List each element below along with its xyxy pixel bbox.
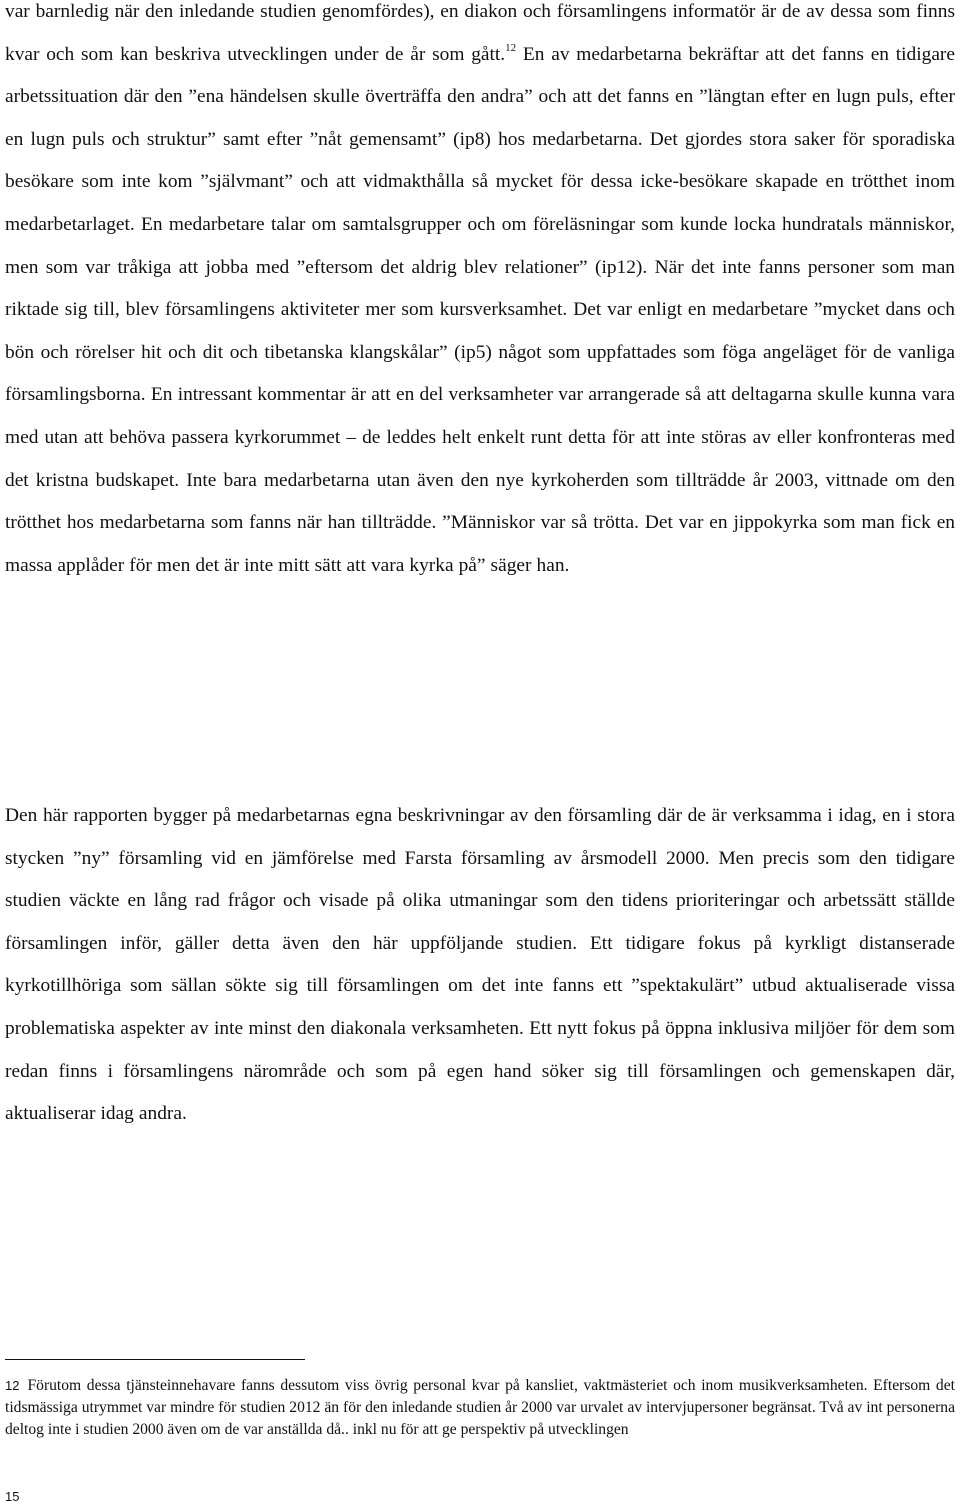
- footnote-number: 12: [5, 1378, 20, 1393]
- body-paragraph-1: [5, 0, 955, 587]
- footnote-text: Förutom dessa tjänsteinnehavare fanns dessutom viss övrig personal kvar på kansliet, vaktmästeriet och inom musikverksamheten. Eftersom det tidsmässiga utrymmet var mindre för studien 2012 än för den inledande studien år 2000 var urvalet av intervjupersoner begränsat. Två av int personerna deltog inte i studien 2000 även om de var anställda då.. inkl nu för att ge perspektiv på utvecklingen: [5, 1377, 955, 1438]
- page-number: 15: [5, 1489, 20, 1504]
- paragraph-1-text-end: En av medarbetarna bekräftar att det fanns en tidigare arbetssituation där den ”ena händelsen skulle överträffa den andra” och att det fanns en ”längtan efter en lugn puls, efter en lugn puls och struktur” samt efter ”nåt gemensamt” (ip8) hos medarbetarna. Det gjordes stora saker för sporadiska besökare som inte kom ”självmant” och att vidmakthålla så mycket för dessa icke-besökare skapade en trötthet inom medarbetarlaget. En medarbetare talar om samtalsgrupper och om föreläsningar som kunde locka hundratals människor, men som var tråkiga att jobba med ”eftersom det aldrig blev relationer” (ip12). När det inte fanns personer som man riktade sig till, blev församlingens aktiviteter mer som kursverksamhet. Det var enligt en medarbetare ”mycket dans och bön och rörelser hit och dit och tibetanska klangskålar” (ip5) något som uppfattades som föga angeläget för de vanliga församlingsborna. En intressant kommentar är att en del verksamheter var arrangerade så att deltagarna skulle kunna vara med utan att behöva passera kyrkorummet – de leddes helt enkelt runt detta för att inte störas av eller konfronteras med det kristna budskapet. Inte bara medarbetarna utan även den nye kyrkoherden som tillträdde år 2003, vittnade om den trötthet hos medarbetarna som fanns när han tillträdde. ”Människor var så trötta. Det var en jippokyrka som man fick en massa applåder för men det är inte mitt sätt att vara kyrka på” säger han.: [5, 43, 955, 576]
- footnote: [5, 1375, 955, 1440]
- footnote-separator: [5, 1359, 305, 1360]
- paragraph-1-text-start: var barnledig när den inledande studien genomfördes), en diakon och församlingens informatör är de av dessa som finns kvar och som kan beskriva utvecklingen under de år som gått.: [5, 1, 955, 65]
- footnote-reference[interactable]: 12: [505, 41, 517, 54]
- body-paragraph-2: Den här rapporten bygger på medarbetarnas egna beskrivningar av den församling där de är verksamma i idag, en i stora stycken ”ny” församling vid en jämförelse med Farsta församling av årsmodell 2000. Men precis som den tidigare studien väckte en lång rad frågor och visade på olika utmaningar som den tidens prioriteringar och arbetssätt ställde församlingen inför, gäller detta även den här uppföljande studien. Ett tidigare fokus på kyrkligt distanserade kyrkotillhöriga som sällan sökte sig till församlingen om det inte fanns ett ”spektakulärt” utbud aktualiserade vissa problematiska aspekter av inte minst den diakonala verksamheten. Ett nytt fokus på öppna inklusiva miljöer för dem som redan finns i församlingens närområde och som på egen hand söker sig till församlingen och gemenskapen där, aktualiserar idag andra.: [5, 805, 955, 1125]
